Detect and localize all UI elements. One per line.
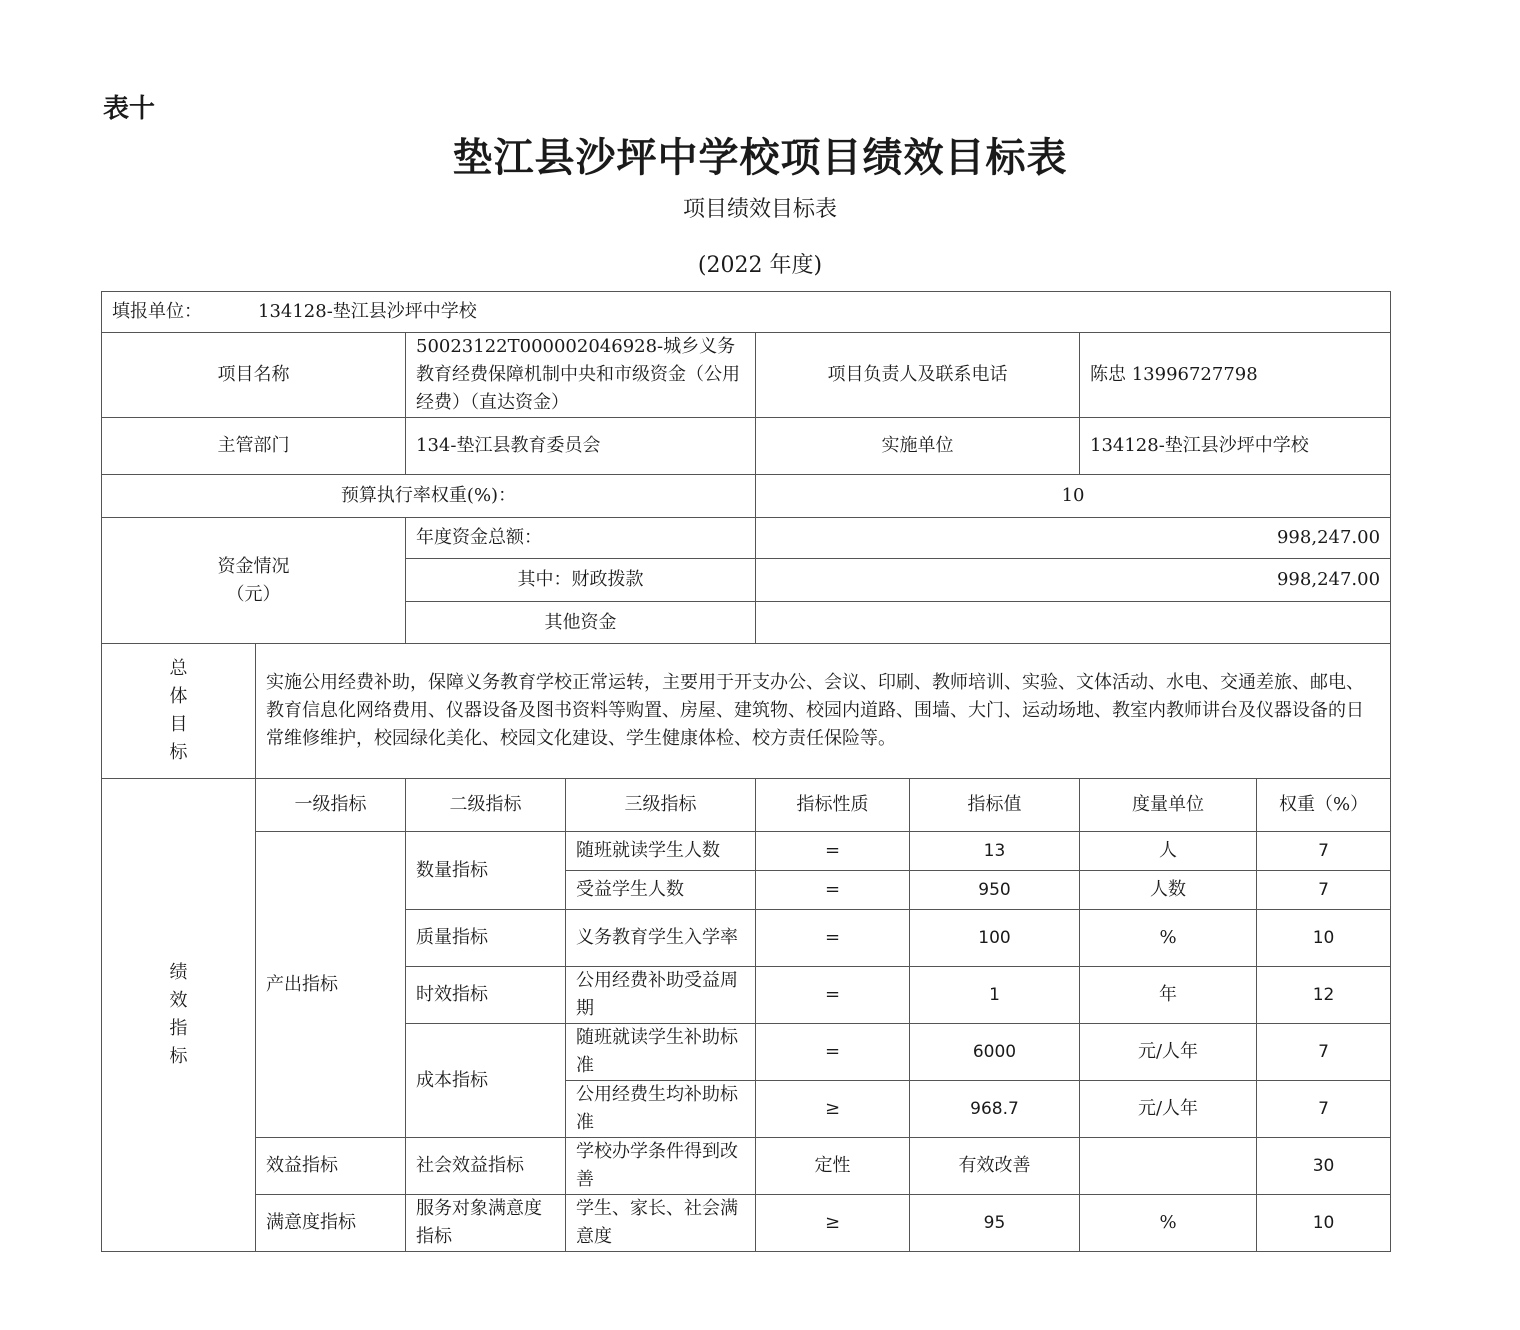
header-value: 指标值 — [910, 779, 1080, 832]
indicator-name: 学校办学条件得到改善 — [566, 1138, 756, 1195]
funds-label-line2: （元） — [226, 583, 281, 605]
goal-label-char: 标 — [169, 742, 188, 763]
reporting-unit-cell — [102, 292, 1391, 333]
indicator-nature: = — [756, 871, 910, 910]
indicator-weight: 7 — [1257, 871, 1391, 910]
page-title: 垫江县沙坪中学校项目绩效目标表 — [452, 134, 1068, 181]
indicator-unit: 人 — [1080, 832, 1257, 871]
indicator-value: 1 — [910, 967, 1080, 1024]
funds-other-value — [756, 602, 1391, 644]
indicator-name: 学生、家长、社会满意度 — [566, 1195, 756, 1252]
indicator-nature: ≥ — [756, 1195, 910, 1252]
indicator-weight: 7 — [1257, 1024, 1391, 1081]
indicator-name: 受益学生人数 — [566, 871, 756, 910]
indicator-name: 义务教育学生入学率 — [566, 910, 756, 967]
project-manager-value: 陈忠 13996727798 — [1080, 333, 1391, 418]
reporting-unit-value: 134128-垫江县沙坪中学校 — [258, 301, 477, 322]
performance-target-table — [101, 291, 1391, 1252]
indicator-value: 6000 — [910, 1024, 1080, 1081]
funds-label-line1: 资金情况 — [217, 555, 290, 577]
indicator-weight: 10 — [1257, 1195, 1391, 1252]
indicator-weight: 12 — [1257, 967, 1391, 1024]
indicator-unit: % — [1080, 1195, 1257, 1252]
indicator-value: 100 — [910, 910, 1080, 967]
goal-label-char: 总 — [169, 658, 188, 679]
funds-total-label: 年度资金总额： — [406, 518, 756, 559]
budget-weight-label: 预算执行率权重(%)： — [102, 475, 756, 518]
indicator-label-char: 标 — [169, 1046, 188, 1067]
performance-indicators-label — [102, 779, 256, 1252]
table-row — [102, 1195, 1391, 1252]
goal-label-char: 目 — [169, 714, 188, 735]
level2-service: 服务对象满意度指标 — [406, 1195, 566, 1252]
goal-label-char: 体 — [169, 686, 188, 707]
funds-fiscal-label: 其中：财政拨款 — [406, 559, 756, 602]
reporting-unit-row — [102, 292, 1391, 333]
indicator-unit — [1080, 1138, 1257, 1195]
fiscal-year: (2022 年度) — [697, 253, 823, 278]
indicator-nature: = — [756, 832, 910, 871]
level1-benefit: 效益指标 — [256, 1138, 406, 1195]
indicator-nature: = — [756, 1024, 910, 1081]
project-name-row — [102, 333, 1391, 418]
indicator-label-char: 效 — [169, 990, 188, 1011]
indicator-value: 950 — [910, 871, 1080, 910]
header-nature: 指标性质 — [756, 779, 910, 832]
project-manager-label: 项目负责人及联系电话 — [756, 333, 1080, 418]
indicator-header-row — [102, 779, 1391, 832]
funds-label — [102, 518, 406, 644]
implementing-unit-value: 134128-垫江县沙坪中学校 — [1080, 418, 1391, 475]
header-weight: 权重（%） — [1257, 779, 1391, 832]
indicator-nature: = — [756, 967, 910, 1024]
funds-other-label: 其他资金 — [406, 602, 756, 644]
indicator-name: 随班就读学生人数 — [566, 832, 756, 871]
indicator-weight: 7 — [1257, 832, 1391, 871]
page-subtitle: 项目绩效目标表 — [682, 197, 837, 222]
department-label: 主管部门 — [102, 418, 406, 475]
department-row — [102, 418, 1391, 475]
header-level2: 二级指标 — [406, 779, 566, 832]
budget-weight-value: 10 — [756, 475, 1391, 518]
indicator-unit: 元/人年 — [1080, 1081, 1257, 1138]
indicator-value: 95 — [910, 1195, 1080, 1252]
level2-timeliness: 时效指标 — [406, 967, 566, 1024]
indicator-label-char: 指 — [169, 1018, 188, 1039]
department-value: 134-垫江县教育委员会 — [406, 418, 756, 475]
indicator-nature: ≥ — [756, 1081, 910, 1138]
indicator-value: 有效改善 — [910, 1138, 1080, 1195]
reporting-unit-label: 填报单位： — [112, 301, 202, 322]
indicator-nature: = — [756, 910, 910, 967]
header-level3: 三级指标 — [566, 779, 756, 832]
indicator-weight: 10 — [1257, 910, 1391, 967]
indicator-unit: % — [1080, 910, 1257, 967]
indicator-label-char: 绩 — [169, 962, 188, 983]
indicator-unit: 人数 — [1080, 871, 1257, 910]
indicator-weight: 30 — [1257, 1138, 1391, 1195]
level2-social: 社会效益指标 — [406, 1138, 566, 1195]
header-unit: 度量单位 — [1080, 779, 1257, 832]
project-name-value: 50023122T000002046928-城乡义务教育经费保障机制中央和市级资金（公用经费）（直达资金） — [406, 333, 756, 418]
indicator-value: 968.7 — [910, 1081, 1080, 1138]
project-name-label: 项目名称 — [102, 333, 406, 418]
table-number-label: 表十 — [103, 94, 156, 124]
indicator-weight: 7 — [1257, 1081, 1391, 1138]
indicator-unit: 元/人年 — [1080, 1024, 1257, 1081]
implementing-unit-label: 实施单位 — [756, 418, 1080, 475]
header-level1: 一级指标 — [256, 779, 406, 832]
funds-total-value: 998,247.00 — [756, 518, 1391, 559]
level2-cost: 成本指标 — [406, 1024, 566, 1138]
indicator-nature: 定性 — [756, 1138, 910, 1195]
level2-quantity: 数量指标 — [406, 832, 566, 910]
indicator-unit: 年 — [1080, 967, 1257, 1024]
overall-goal-label — [102, 644, 256, 779]
budget-weight-row — [102, 475, 1391, 518]
level1-satisfaction: 满意度指标 — [256, 1195, 406, 1252]
indicator-value: 13 — [910, 832, 1080, 871]
indicator-name: 随班就读学生补助标准 — [566, 1024, 756, 1081]
table-row — [102, 1138, 1391, 1195]
funds-fiscal-value: 998,247.00 — [756, 559, 1391, 602]
indicator-name: 公用经费补助受益周期 — [566, 967, 756, 1024]
funds-total-row — [102, 518, 1391, 559]
level1-output: 产出指标 — [256, 832, 406, 1138]
indicator-name: 公用经费生均补助标准 — [566, 1081, 756, 1138]
level2-quality: 质量指标 — [406, 910, 566, 967]
overall-goal-row — [102, 644, 1391, 779]
table-row — [102, 832, 1391, 871]
overall-goal-text: 实施公用经费补助，保障义务教育学校正常运转，主要用于开支办公、会议、印刷、教师培训、实验、文体活动、水电、交通差旅、邮电、教育信息化网络费用、仪器设备及图书资料等购置、房屋、建筑物、校园内道路、围墙、大门、运动场地、教室内教师讲台及仪器设备的日常维修维护，校园绿化美化、校园文化建设、学生健康体检、校方责任保险等。 — [256, 644, 1391, 779]
